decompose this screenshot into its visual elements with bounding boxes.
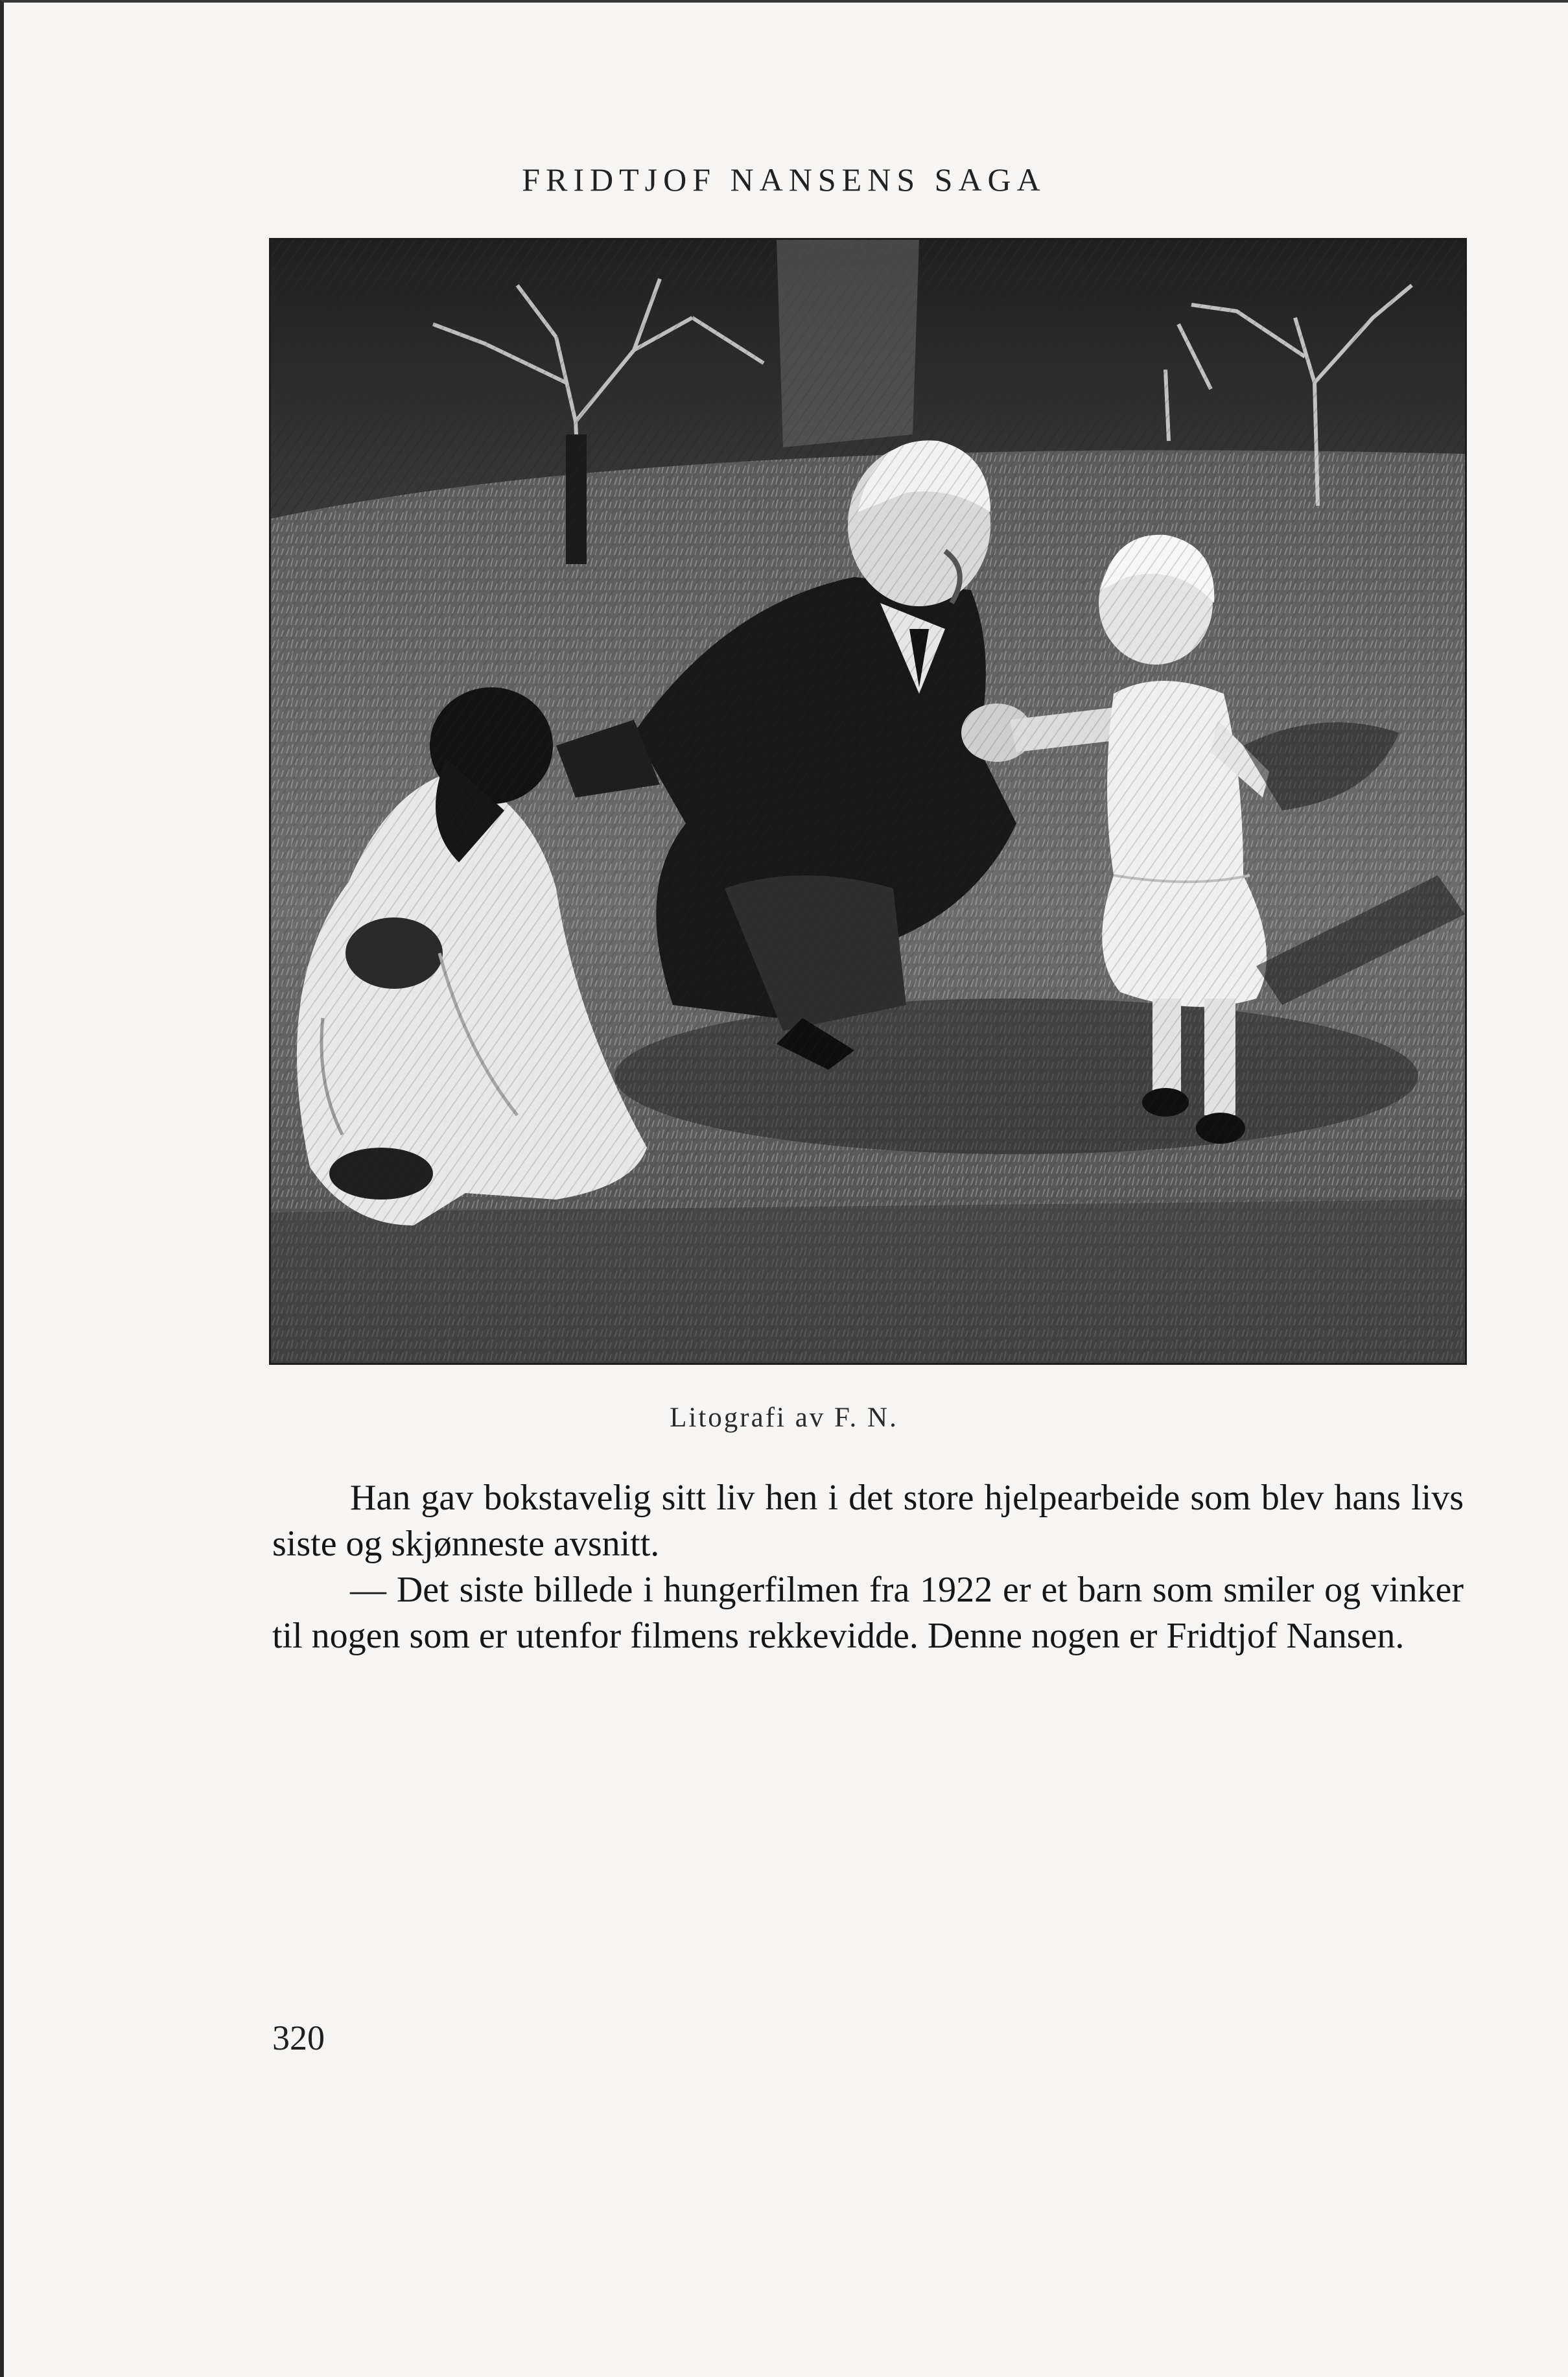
paragraph: — Det siste billede i hungerfilmen fra 1922 er et barn som smiler og vinker til nogen som er utenfor filmens rekkevidde. Denne nogen er Fridtjof Nansen. <box>272 1570 1464 1656</box>
body-text <box>272 1475 1464 1659</box>
lithograph-illustration <box>271 240 1465 1363</box>
figure-caption: Litografi av F. N. <box>670 1402 898 1433</box>
page-number: 320 <box>272 2018 325 2057</box>
running-head: FRIDTJOF NANSENS SAGA <box>522 161 1046 198</box>
paragraph: Han gav bokstavelig sitt liv hen i det store hjelpearbeide som blev hans livs siste og skjønneste avsnitt. <box>272 1478 1464 1564</box>
